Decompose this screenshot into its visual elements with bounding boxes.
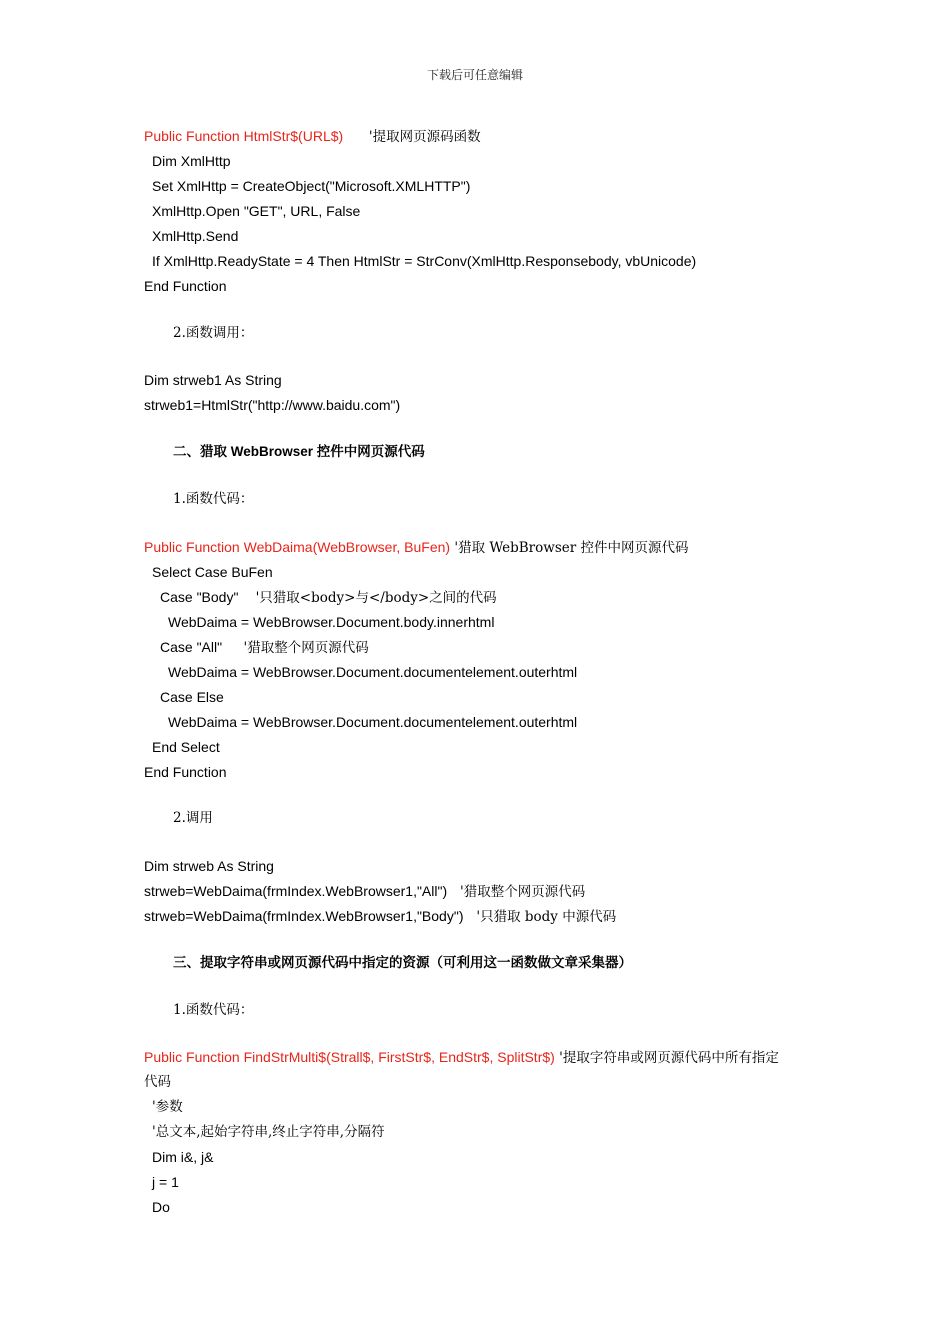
- subsection-label: 2.函数调用：: [173, 325, 254, 341]
- code-comment: '参数: [152, 1099, 183, 1115]
- code-line: If XmlHttp.ReadyState = 4 Then HtmlStr = StrConv(XmlHttp.Responsebody, vbUnicode): [152, 253, 697, 269]
- code-comment: '提取网页源码函数: [343, 129, 481, 145]
- code-line: Dim strweb As String: [144, 858, 274, 874]
- code-line: [144, 538, 688, 557]
- code-text: strweb=WebDaima(frmIndex.WebBrowser1,"All"): [144, 883, 448, 899]
- code-line: Do: [152, 1199, 170, 1215]
- code-line: j = 1: [152, 1174, 179, 1190]
- code-comment: '提取字符串或网页源代码中所有指定: [554, 1050, 779, 1066]
- code-line: Select Case BuFen: [152, 564, 273, 580]
- code-line: XmlHttp.Send: [152, 228, 239, 244]
- section-heading: 二、猎取 WebBrowser 控件中网页源代码: [173, 444, 425, 459]
- code-line: strweb1=HtmlStr("http://www.baidu.com"): [144, 397, 401, 413]
- code-line: [144, 907, 616, 926]
- code-line: [160, 588, 497, 607]
- subsection-label: 2.调用: [173, 810, 213, 826]
- code-text: Case "Body": [160, 589, 239, 605]
- code-line: Dim i&, j&: [152, 1149, 214, 1165]
- function-declaration: Public Function WebDaima(WebBrowser, BuFen): [144, 539, 451, 555]
- page-header: 下载后可任意编辑: [426, 68, 523, 82]
- code-line: Set XmlHttp = CreateObject("Microsoft.XMLHTTP"): [152, 178, 471, 194]
- code-comment: '猎取整个网页源代码: [447, 884, 586, 900]
- code-line: WebDaima = WebBrowser.Document.body.innerhtml: [168, 614, 495, 630]
- code-line: [144, 882, 585, 901]
- code-line: Dim XmlHttp: [152, 153, 231, 169]
- function-declaration: Public Function FindStrMulti$(Strall$, FirstStr$, EndStr$, SplitStr$): [144, 1049, 555, 1065]
- code-line: XmlHttp.Open "GET", URL, False: [152, 203, 361, 219]
- code-line: [144, 1048, 779, 1067]
- code-line: End Function: [144, 764, 227, 780]
- code-comment: '只猎取 body 中源代码: [463, 909, 617, 925]
- code-line: End Function: [144, 278, 227, 294]
- code-comment: '猎取整个网页源代码: [222, 640, 369, 656]
- code-text: strweb=WebDaima(frmIndex.WebBrowser1,"Body"): [144, 908, 464, 924]
- code-comment: '猎取 WebBrowser 控件中网页源代码: [450, 540, 689, 556]
- code-line: End Select: [152, 739, 220, 755]
- code-comment: '只猎取<body>与</body>之间的代码: [238, 590, 497, 606]
- code-line: [160, 638, 369, 657]
- code-line: WebDaima = WebBrowser.Document.documentelement.outerhtml: [168, 664, 578, 680]
- section-heading: 三、提取字符串或网页源代码中指定的资源（可利用这一函数做文章采集器）: [173, 955, 632, 970]
- subsection-label: 1.函数代码：: [173, 1002, 254, 1018]
- code-comment: '总文本,起始字符串,终止字符串,分隔符: [152, 1124, 385, 1140]
- subsection-label: 1.函数代码：: [173, 491, 254, 507]
- code-line: Case Else: [160, 689, 224, 705]
- function-declaration: Public Function HtmlStr$(URL$): [144, 128, 344, 144]
- code-comment: 代码: [144, 1074, 171, 1090]
- code-line: WebDaima = WebBrowser.Document.documentelement.outerhtml: [168, 714, 578, 730]
- code-line: Dim strweb1 As String: [144, 372, 282, 388]
- code-line: [144, 127, 481, 146]
- code-text: Case "All": [160, 639, 223, 655]
